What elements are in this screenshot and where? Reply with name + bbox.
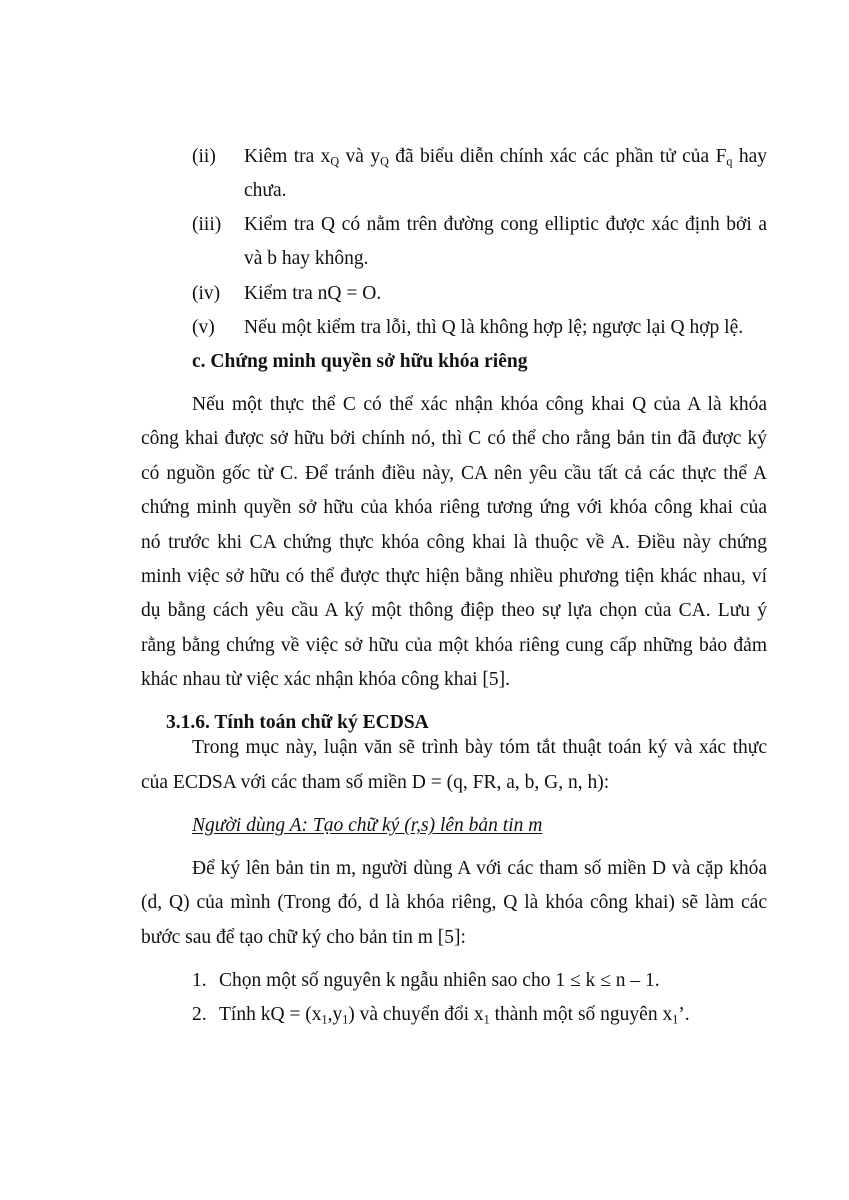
list-marker-ii: (ii) [192, 146, 216, 167]
paragraph-line: Để ký lên bản tin m, người dùng A với các tham số miền D và cặp khóa [192, 858, 767, 879]
step-1-text: Chọn một số nguyên k ngẫu nhiên sao cho 1 ≤ k ≤ n – 1. [219, 970, 660, 991]
paragraph-line: (d, Q) của mình (Trong đó, d là khóa riêng, Q là khóa công khai) sẽ làm các [141, 892, 767, 913]
paragraph-line: nó trước khi CA chứng thực khóa công khai là thuộc về A. Điều này chứng [141, 532, 767, 553]
paragraph-line: chứng minh quyền sở hữu của khóa riêng tương ứng với khóa công khai của [141, 497, 767, 518]
list-marker-iv: (iv) [192, 283, 221, 304]
subheading-user-a: Người dùng A: Tạo chữ ký (r,s) lên bản tin m [192, 815, 543, 836]
paragraph-line: của ECDSA với các tham số miền D = (q, FR, a, b, G, n, h): [141, 772, 610, 793]
step-number-2: 2. [192, 1004, 207, 1025]
paragraph-line: dụ bằng cách yêu cầu A ký một thông điệp theo sự lựa chọn của CA. Lưu ý [141, 600, 767, 621]
check-item-ii-line-1: Kiêm tra $x_Q$ và $y_Q$ đã biểu diễn chính xác các phần tử của $F_q$ hay [244, 146, 768, 169]
step-number-1: 1. [192, 970, 207, 991]
paragraph-line: Nếu một thực thể C có thể xác nhận khóa công khai Q của A là khóa [192, 394, 767, 415]
step-2-text: Tính kQ = $(x_1,y_1)$ và chuyển đổi $x_1$ thành một số nguyên $x_1$’. [219, 1004, 690, 1027]
check-item-iii-line-1: Kiểm tra Q có nằm trên đường cong elliptic được xác định bởi a [244, 214, 767, 235]
section-heading-3-1-6: 3.1.6. Tính toán chữ ký ECDSA [166, 712, 429, 733]
check-item-ii-line-2: chưa. [244, 180, 287, 201]
check-item-iv-line-1: Kiểm tra nQ = O. [244, 283, 382, 304]
paragraph-line: công khai được sở hữu bởi chính nó, thì C có thể cho rằng bản tin đã được ký [141, 428, 767, 449]
paragraph-line: bước sau để tạo chữ ký cho bản tin m [5]: [141, 927, 466, 948]
list-marker-v: (v) [192, 317, 215, 338]
paragraph-line: rằng bằng chứng về việc sở hữu của một khóa riêng cung cấp những bảo đảm [141, 635, 767, 656]
section-heading-c: c. Chứng minh quyền sở hữu khóa riêng [192, 351, 528, 372]
paragraph-line: Trong mục này, luận văn sẽ trình bày tóm tắt thuật toán ký và xác thực [192, 737, 767, 758]
check-item-iii-line-2: và b hay không. [244, 248, 369, 269]
list-marker-iii: (iii) [192, 214, 222, 235]
paragraph-line: có nguồn gốc từ C. Để tránh điều này, CA nên yêu cầu tất cả các thực thể A [141, 463, 767, 484]
paragraph-line: khác nhau từ việc xác nhận khóa công khai [5]. [141, 669, 511, 690]
paragraph-line: minh việc sở hữu có thể được thực hiện bằng nhiều phương tiện khác nhau, ví [141, 566, 767, 587]
check-item-v-line-1: Nếu một kiểm tra lỗi, thì Q là không hợp lệ; ngược lại Q hợp lệ. [244, 317, 744, 338]
